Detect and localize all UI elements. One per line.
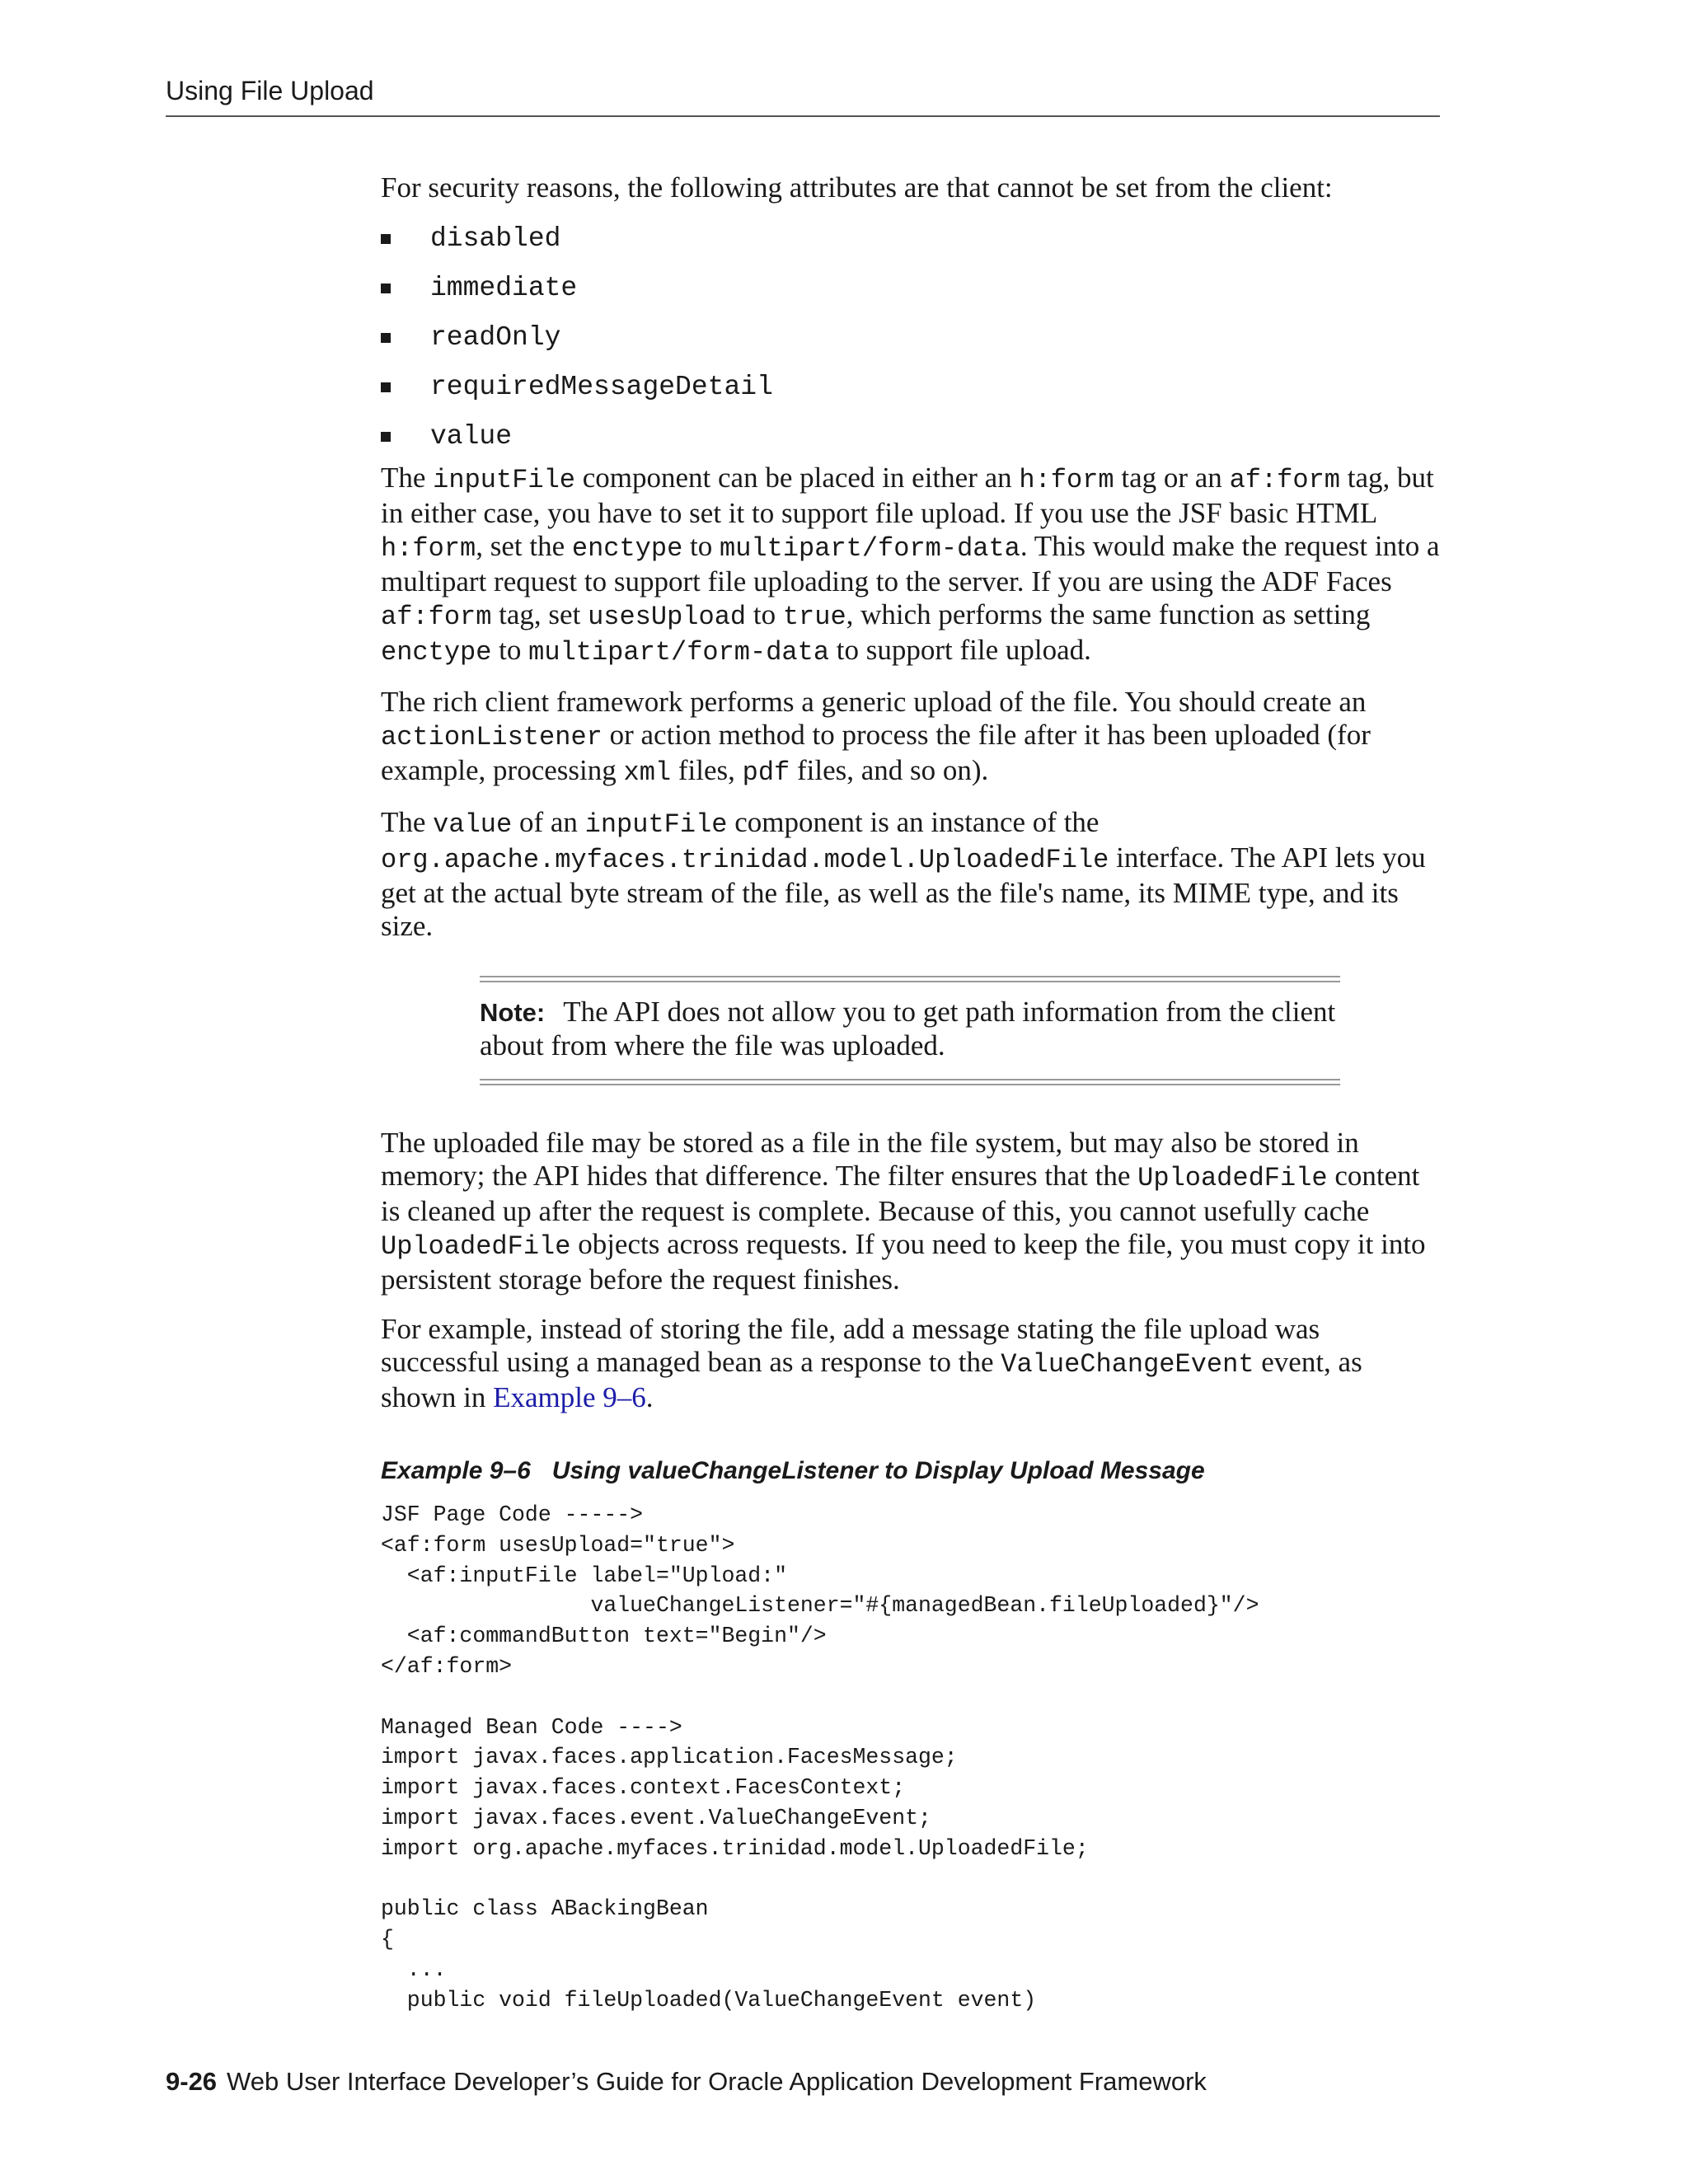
list-item: [381, 223, 1444, 272]
text: .: [645, 1381, 654, 1413]
code-inline: af:form: [1229, 465, 1340, 495]
note-body: [480, 982, 1340, 1079]
text: component can be placed in either an: [575, 462, 1020, 494]
attribute-name: requiredMessageDetail: [430, 372, 773, 402]
text: tag, but in either case, you have to set it to support file upload. If you use the JSF basic HTML: [381, 462, 1442, 529]
text: The uploaded file may be stored as a file in the file system, but may also be stored in memory; the API hides that difference. The filter ensures that the: [381, 1127, 1367, 1192]
intro-paragraph: For security reasons, the following attributes are that cannot be set from the client:: [381, 171, 1333, 204]
attribute-list: [381, 223, 1444, 462]
code-inline: org.apache.myfaces.trinidad.model.UploadedFile: [381, 845, 1109, 875]
note-label: Note:: [480, 998, 546, 1027]
text: interface. The API lets you get at the actual byte stream of the file, as well as the file's name, its MIME type, and its size.: [381, 841, 1433, 942]
text: The: [381, 806, 434, 838]
text: event, as shown in: [381, 1346, 1370, 1413]
code-inline: true: [782, 602, 846, 632]
note-text: The API does not allow you to get path information from the client about from where the file was uploaded.: [480, 996, 1336, 1062]
code-inline: UploadedFile: [381, 1231, 571, 1262]
text: For example, instead of storing the file, add a message stating the file upload was successful using a managed bean as a response to the: [381, 1313, 1327, 1378]
square-bullet-icon: [381, 284, 391, 293]
page-number: 9-26: [166, 2067, 218, 2096]
text: tag, set: [491, 598, 588, 630]
code-inline: af:form: [381, 602, 492, 632]
example-intro-paragraph: [381, 1313, 1444, 1414]
text: files, and so on).: [790, 754, 989, 786]
code-inline: multipart/form-data: [528, 637, 830, 668]
text: objects across requests. If you need to keep the file, you must copy it into persistent storage before the request finishes.: [381, 1228, 1433, 1296]
code-inline: multipart/form-data: [720, 533, 1020, 564]
example-caption: [381, 1457, 1444, 1485]
text: to: [746, 598, 783, 630]
text: files,: [671, 754, 743, 786]
book-title: Web User Interface Developer’s Guide for Oracle Application Development Framework: [227, 2067, 1207, 2096]
text: of an: [512, 806, 585, 838]
square-bullet-icon: [381, 432, 391, 442]
list-item: [381, 371, 1444, 420]
code-inline: inputFile: [433, 465, 575, 495]
value-paragraph: [381, 806, 1444, 943]
square-bullet-icon: [381, 234, 391, 244]
running-header: Using File Upload: [166, 76, 374, 105]
attribute-name: readOnly: [430, 322, 561, 353]
code-inline: value: [433, 809, 513, 840]
square-bullet-icon: [381, 382, 391, 392]
attribute-name: disabled: [430, 223, 561, 254]
text: , set the: [476, 530, 572, 562]
list-item: [381, 420, 1444, 462]
code-inline: usesUpload: [588, 602, 747, 632]
code-inline: xml: [623, 757, 672, 788]
code-inline: actionListener: [381, 722, 603, 752]
form-paragraph: [381, 462, 1447, 669]
code-inline: UploadedFile: [1137, 1163, 1328, 1193]
code-inline: enctype: [571, 533, 683, 564]
note-box: [480, 976, 1340, 1085]
text: to: [491, 634, 529, 666]
attribute-name: value: [430, 421, 513, 452]
text: , which performs the same function as setting: [846, 598, 1378, 630]
code-inline: pdf: [742, 757, 790, 788]
code-inline: inputFile: [584, 809, 728, 840]
text: or action method to process the file after it has been uploaded (for example, processing: [381, 719, 1378, 786]
note-bottom-rule: [480, 1079, 1340, 1085]
text: to support file upload.: [829, 634, 1091, 666]
text: . This would make the request into a multipart request to support file uploading to the server. If you are using the ADF Faces: [381, 530, 1447, 598]
code-inline: ValueChangeEvent: [1001, 1349, 1254, 1380]
framework-paragraph: [381, 686, 1444, 790]
storage-paragraph: [381, 1127, 1444, 1296]
code-inline: enctype: [381, 637, 492, 668]
text: to: [682, 530, 720, 562]
text: The rich client framework performs a generic upload of the file. You should create an: [381, 686, 1374, 718]
text: The: [381, 462, 434, 494]
code-inline: h:form: [1019, 465, 1114, 495]
page-footer: [166, 2067, 1207, 2097]
attribute-name: immediate: [430, 273, 578, 303]
text: component is an instance of the: [727, 806, 1107, 838]
example-link[interactable]: Example 9–6: [493, 1381, 646, 1413]
note-top-rule: [480, 976, 1340, 982]
example-number: Example 9–6: [381, 1457, 531, 1484]
code-block: JSF Page Code -----> <af:form usesUpload="true"> <af:inputFile label="Upload:" valueChangeListener="#{managedBean.fileUploaded}"/> <af:commandButton text="Begin"/> </af:form> Managed Bean Code ----> import javax.faces.application.FacesMessage; import javax.faces.context.FacesContext; import javax.faces.event.ValueChangeEvent; import org.apache.myfaces.trinidad.model.UploadedFile; public class ABackingBean { ... public void fileUploaded(ValueChangeEvent event): [381, 1502, 1259, 2013]
text: content is cleaned up after the request is complete. Because of this, you cannot usefully cache: [381, 1160, 1428, 1227]
list-item: [381, 272, 1444, 321]
header-divider: [166, 115, 1440, 117]
list-item: [381, 321, 1444, 371]
text: tag or an: [1114, 462, 1230, 494]
example-title: Using valueChangeListener to Display Upload Message: [551, 1457, 1205, 1484]
square-bullet-icon: [381, 333, 391, 343]
code-inline: h:form: [381, 533, 476, 564]
main-content: [381, 171, 1447, 2016]
